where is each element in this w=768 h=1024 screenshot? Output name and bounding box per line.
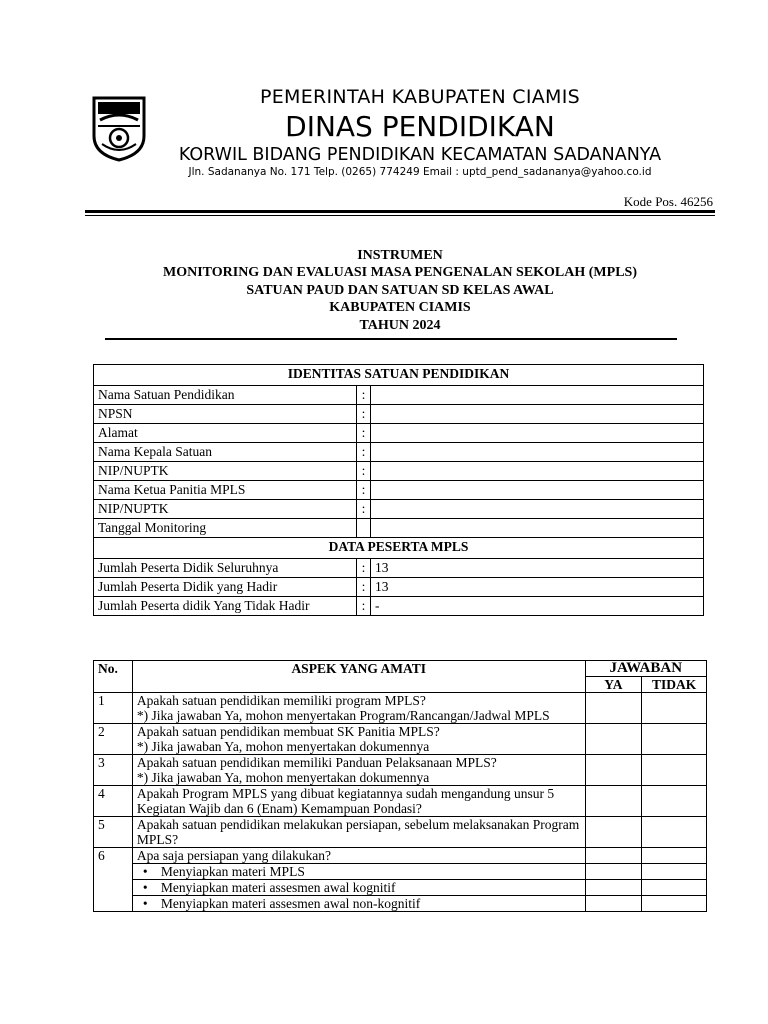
answer-ya-cell[interactable] <box>585 786 642 817</box>
colon: : <box>357 462 371 481</box>
table-row <box>94 386 704 405</box>
field-value[interactable] <box>371 424 704 443</box>
aspect-table <box>93 660 707 912</box>
field-label: Alamat <box>94 424 357 443</box>
question-note: *) Jika jawaban Ya, mohon menyertakan dokumennya <box>136 770 430 785</box>
question-text: Apakah Program MPLS yang dibuat kegiatannya sudah mengandung unsur 5 Kegiatan Wajib dan 6 (Enam) Kemampuan Pondasi? <box>132 786 585 817</box>
field-value[interactable] <box>371 481 704 500</box>
answer-tidak-cell[interactable] <box>642 864 707 880</box>
answer-ya-cell[interactable] <box>585 848 642 864</box>
field-value[interactable]: - <box>371 597 704 616</box>
field-label: Jumlah Peserta Didik yang Hadir <box>94 578 357 597</box>
field-value[interactable] <box>371 443 704 462</box>
colon: : <box>357 443 371 462</box>
answer-tidak-cell[interactable] <box>642 880 707 896</box>
field-label: NPSN <box>94 405 357 424</box>
question-note: *) Jika jawaban Ya, mohon menyertakan Program/Rancangan/Jadwal MPLS <box>136 708 550 723</box>
doc-title-2: MONITORING DAN EVALUASI MASA PENGENALAN SEKOLAH (MPLS) <box>163 265 637 280</box>
question-cell <box>132 724 585 755</box>
table-row <box>94 462 704 481</box>
table-row <box>94 880 707 896</box>
colon: : <box>357 424 371 443</box>
field-label: Nama Satuan Pendidikan <box>94 386 357 405</box>
answer-tidak-cell[interactable] <box>642 755 707 786</box>
answer-tidak-cell[interactable] <box>642 817 707 848</box>
question-text: Apakah satuan pendidikan melakukan persiapan, sebelum melaksanakan Program MPLS? <box>132 817 585 848</box>
field-label: Nama Ketua Panitia MPLS <box>94 481 357 500</box>
question-text: Apakah satuan pendidikan membuat SK Panitia MPLS? <box>136 724 440 739</box>
table-row <box>94 724 707 755</box>
identity-table <box>93 364 704 616</box>
table-row <box>94 864 707 880</box>
identity-header: IDENTITAS SATUAN PENDIDIKAN <box>94 365 704 386</box>
field-value[interactable]: 13 <box>371 559 704 578</box>
colon: : <box>357 578 371 597</box>
table-row <box>94 405 704 424</box>
answer-tidak-cell[interactable] <box>642 896 707 912</box>
title-underline <box>105 338 677 340</box>
field-label: Jumlah Peserta Didik Seluruhnya <box>94 559 357 578</box>
answer-ya-cell[interactable] <box>585 693 642 724</box>
field-value[interactable] <box>371 405 704 424</box>
field-label: Nama Kepala Satuan <box>94 443 357 462</box>
table-row <box>94 786 707 817</box>
table-row <box>94 896 707 912</box>
bullet-item <box>132 864 585 880</box>
letterhead-address: Jln. Sadananya No. 171 Telp. (0265) 774249 Email : uptd_pend_sadananya@yahoo.co.id <box>188 166 652 178</box>
answer-ya-cell[interactable] <box>585 817 642 848</box>
bullet-text: Menyiapkan materi MPLS <box>160 864 305 879</box>
table-row <box>94 424 704 443</box>
row-number: 1 <box>94 693 133 724</box>
field-label: NIP/NUPTK <box>94 500 357 519</box>
answer-tidak-cell[interactable] <box>642 724 707 755</box>
letterhead-government: PEMERINTAH KABUPATEN CIAMIS <box>259 86 581 108</box>
answer-ya-cell[interactable] <box>585 724 642 755</box>
letterhead-rule-thick <box>85 210 715 213</box>
table-row <box>94 597 704 616</box>
doc-title-1: INSTRUMEN <box>357 248 443 263</box>
answer-ya-cell[interactable] <box>585 896 642 912</box>
answer-ya-cell[interactable] <box>585 864 642 880</box>
table-row <box>94 481 704 500</box>
table-row <box>94 693 707 724</box>
letterhead-division: KORWIL BIDANG PENDIDIKAN KECAMATAN SADANANYA <box>178 145 662 165</box>
colon: : <box>357 386 371 405</box>
bullet-icon: • <box>142 896 148 911</box>
col-tidak-header: TIDAK <box>642 677 707 693</box>
letterhead-rule-thin <box>85 215 715 216</box>
field-value[interactable]: 13 <box>371 578 704 597</box>
doc-title-5: TAHUN 2024 <box>359 318 441 333</box>
col-aspek-header: ASPEK YANG AMATI <box>132 661 585 693</box>
bullet-item <box>132 880 585 896</box>
row-number: 2 <box>94 724 133 755</box>
colon-empty <box>357 519 371 538</box>
letterhead-agency: DINAS PENDIDIKAN <box>285 110 555 143</box>
question-text: Apakah satuan pendidikan memiliki program MPLS? <box>136 693 426 708</box>
colon: : <box>357 405 371 424</box>
table-row <box>94 443 704 462</box>
col-jawaban-header: JAWABAN <box>585 661 706 677</box>
field-label: Jumlah Peserta didik Yang Tidak Hadir <box>94 597 357 616</box>
answer-ya-cell[interactable] <box>585 755 642 786</box>
field-value[interactable] <box>371 500 704 519</box>
bullet-icon: • <box>142 880 148 895</box>
doc-title-4: KABUPATEN CIAMIS <box>329 300 471 315</box>
colon: : <box>357 481 371 500</box>
field-value[interactable] <box>371 386 704 405</box>
field-value[interactable] <box>371 462 704 481</box>
row-number: 3 <box>94 755 133 786</box>
table-row <box>94 817 707 848</box>
table-row <box>94 519 704 538</box>
answer-tidak-cell[interactable] <box>642 848 707 864</box>
question-cell <box>132 755 585 786</box>
row-number: 4 <box>94 786 133 817</box>
peserta-header: DATA PESERTA MPLS <box>94 538 704 559</box>
postal-code: Kode Pos. 46256 <box>623 194 713 209</box>
col-ya-header: YA <box>585 677 642 693</box>
bullet-item <box>132 896 585 912</box>
question-text: Apa saja persiapan yang dilakukan? <box>132 848 585 864</box>
table-row <box>94 755 707 786</box>
colon: : <box>357 597 371 616</box>
field-value[interactable] <box>371 519 704 538</box>
col-no-header: No. <box>94 661 133 693</box>
colon: : <box>357 559 371 578</box>
answer-tidak-cell[interactable] <box>642 786 707 817</box>
row-number: 5 <box>94 817 133 848</box>
table-row <box>94 848 707 864</box>
table-row <box>94 559 704 578</box>
question-text: Apakah satuan pendidikan memiliki Panduan Pelaksanaan MPLS? <box>136 755 497 770</box>
colon: : <box>357 500 371 519</box>
answer-tidak-cell[interactable] <box>642 693 707 724</box>
question-cell <box>132 693 585 724</box>
bullet-text: Menyiapkan materi assesmen awal non-kognitif <box>160 896 421 911</box>
bullet-icon: • <box>142 864 148 879</box>
row-number: 6 <box>94 848 133 912</box>
field-label: NIP/NUPTK <box>94 462 357 481</box>
field-label: Tanggal Monitoring <box>94 519 357 538</box>
bullet-text: Menyiapkan materi assesmen awal kognitif <box>160 880 396 895</box>
table-row <box>94 500 704 519</box>
question-note: *) Jika jawaban Ya, mohon menyertakan dokumennya <box>136 739 430 754</box>
doc-title-3: SATUAN PAUD DAN SATUAN SD KELAS AWAL <box>246 283 554 298</box>
table-row <box>94 578 704 597</box>
answer-ya-cell[interactable] <box>585 880 642 896</box>
